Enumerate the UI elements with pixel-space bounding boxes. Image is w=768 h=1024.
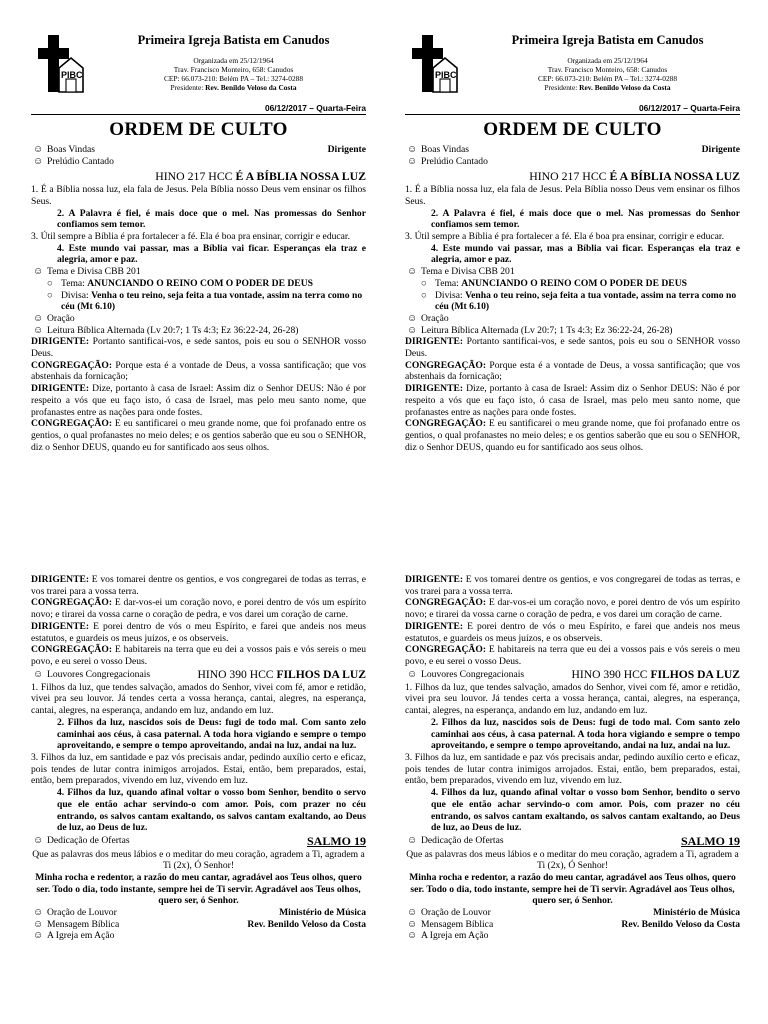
smiley-icon: ☺: [33, 144, 44, 156]
president-label: Presidente:: [544, 82, 580, 92]
hymn-title: [405, 169, 740, 183]
liturgy-text: E porei dentro de vós o meu Espírito, e farei que andeis nos meus estatutos, e guardeis os meus juízos, e os observeis.: [31, 620, 366, 644]
church-logo: [36, 32, 84, 94]
smiley-icon: ☺: [33, 918, 44, 930]
hymn-title: [31, 169, 366, 183]
speaker-label: CONGREGAÇÃO:: [31, 359, 113, 371]
back-section: [405, 574, 740, 942]
order-item-welcome: [31, 144, 366, 156]
psalm-text: Minha rocha e redentor, a razão do meu cantar, agradável aos Teus olhos, quero ser. Todo o dia, todo instante, sempre hei de Ti servir. Agradável aos Teus olhos, quero ser, ó Senhor.: [409, 871, 736, 907]
item-label: Leitura Bíblica Alternada (Lv 20:7; 1 Ts 4:3; Ez 36:22-24, 26-28): [47, 324, 299, 336]
order-item-prelude: [405, 156, 740, 168]
tema-label: Tema:: [435, 277, 462, 289]
hymn-verse: 3. Filhos da luz, em santidade e paz vós precisais andar, pedindo auxílio certo e eficaz, pois tendes de lutar contra inimigos arrojados. Estai, então, bem preparados, estai, então, bem preparados, vivendo em luz, vivendo em luz.: [31, 751, 366, 787]
order-item-praise-prayer: [405, 907, 740, 919]
liturgy-text: E dar-vos-ei um coração novo, e porei dentro de vós um espírito novo; e tirarei da vossa carne o coração de pedra, e vos darei um coração de carne.: [31, 597, 366, 621]
item-responsible: Ministério de Música: [279, 907, 366, 919]
divisa-label: Divisa:: [61, 289, 92, 301]
item-label: Dedicação de Ofertas: [47, 835, 130, 847]
item-label: Prelúdio Cantado: [47, 156, 114, 168]
smiley-icon: ☺: [33, 906, 44, 918]
smiley-icon: ☺: [407, 906, 418, 918]
order-item-praise: [405, 668, 740, 682]
item-label: Leitura Bíblica Alternada (Lv 20:7; 1 Ts 4:3; Ez 36:22-24, 26-28): [421, 324, 673, 336]
psalm-title: SALMO 19: [306, 833, 366, 848]
circle-bullet-icon: ○: [47, 277, 53, 289]
order-item-welcome: [405, 144, 740, 156]
speaker-label: CONGREGAÇÃO:: [405, 359, 487, 371]
hymn-number: HINO 390 HCC: [197, 667, 277, 681]
smiley-icon: ☺: [33, 155, 44, 167]
smiley-icon: ☺: [407, 668, 418, 680]
smiley-icon: ☺: [33, 324, 44, 336]
hymn-verse: 1. Filhos da luz, que tendes salvação, amados do Senhor, vivei com fé, amor e retidão, vivei pra seu louvor. Já tendes certa a vossa herança, cantai, alegres, na esperança, cantai, alegres, na esperança, andando em luz, andando em luz.: [405, 681, 740, 717]
hymn-verse: 4. Este mundo vai passar, mas a Bíblia vai ficar. Esperanças ela traz e alegria, amor e paz.: [57, 242, 366, 266]
speaker-label: DIRIGENTE:: [405, 574, 464, 585]
liturgy-line: [405, 574, 740, 597]
church-header: [31, 30, 366, 100]
front-section: [31, 30, 366, 453]
liturgy-line: [405, 360, 740, 383]
order-item-praise-prayer: [31, 907, 366, 919]
smiley-icon: ☺: [33, 835, 44, 847]
svg-text:PIBC: PIBC: [435, 70, 457, 80]
liturgy-line: [405, 336, 740, 359]
theme-tema: [405, 278, 740, 290]
liturgy-line: [405, 644, 740, 667]
liturgy-text: E habitareis na terra que eu dei a vossos pais e vós sereis o meu povo, e eu serei o vosso Deus.: [405, 644, 740, 667]
item-label: Louvores Congregacionais: [47, 668, 151, 680]
item-label: Tema e Divisa CBB 201: [421, 266, 515, 278]
item-responsible: Rev. Benildo Veloso da Costa: [247, 918, 366, 930]
order-item-church-action: [31, 930, 366, 942]
hymn-number: HINO 217 HCC: [155, 168, 236, 183]
hymn-verse: 2. A Palavra é fiel, é mais doce que o mel. Nas promessas do Senhor confiamos sem temor.: [431, 207, 740, 231]
church-name: Primeira Igreja Batista em Canudos: [137, 33, 330, 47]
speaker-label: DIRIGENTE:: [405, 336, 464, 348]
smiley-icon: ☺: [407, 144, 418, 156]
church-president: [475, 84, 740, 93]
church-address: Trav. Francisco Monteiro, 658: Canudos: [547, 64, 668, 74]
church-info: [101, 57, 366, 93]
bulletin-copy-right: [405, 0, 740, 1024]
liturgy-text: Dize, portanto à casa de Israel: Assim diz o Senhor DEUS: Não é por respeito a vós que eu faço isto, ó casa de Israel, mas pelo meu santo nome, que profanastes entre as nações para onde fostes.: [405, 383, 740, 418]
order-item-prayer: [31, 313, 366, 325]
smiley-icon: ☺: [407, 930, 418, 942]
order-item-sermon: [405, 919, 740, 931]
liturgy-line: [405, 383, 740, 418]
item-label: A Igreja em Ação: [47, 930, 115, 942]
hymn-verse: 3. Útil sempre a Bíblia é pra fortalecer a fé. Ela é boa pra ensinar, corrigir e educar.: [405, 231, 724, 243]
smiley-icon: ☺: [33, 312, 44, 324]
hymn-number: HINO 217 HCC: [529, 168, 610, 183]
liturgy-line: [31, 336, 366, 359]
hymn-name: FILHOS DA LUZ: [650, 667, 740, 681]
hymn-verse: 4. Filhos da luz, quando afinal voltar o vosso bom Senhor, bendito o servo que ele então achar servindo-o com amor. Pois, com prazer no céu entrando, os salvos cantam exaltando, os salvos cantam exaltando, ao Deus de luz, ao Deus de luz.: [57, 787, 366, 834]
item-label: Boas Vindas: [421, 144, 470, 156]
smiley-icon: ☺: [407, 835, 418, 847]
smiley-icon: ☺: [407, 324, 418, 336]
item-label: A Igreja em Ação: [421, 930, 489, 942]
liturgy-line: [31, 383, 366, 418]
organized-date: Organizada em 25/12/1964: [193, 56, 274, 65]
hymn-number: HINO 390 HCC: [571, 667, 651, 681]
divisa-text: Venha o teu reino, seja feita a tua vontade, assim na terra como no céu (Mt 6.10): [435, 289, 737, 313]
page-title: ORDEM DE CULTO: [483, 119, 662, 141]
liturgy-text: Portanto santificai-vos, e sede santos, pois eu sou o SENHOR vosso Deus.: [31, 336, 366, 360]
speaker-label: DIRIGENTE:: [31, 574, 90, 585]
president-name: Rev. Benildo Veloso da Costa: [579, 82, 671, 92]
smiley-icon: ☺: [33, 930, 44, 942]
liturgy-text: E vos tomarei dentre os gentios, e vos congregarei de todas as terras, e vos trarei para a vossa terra.: [31, 574, 366, 597]
order-item-prayer: [405, 313, 740, 325]
liturgy-text: E porei dentro de vós o meu Espírito, e farei que andeis nos meus estatutos, e guardeis os meus juízos, e os observeis.: [405, 620, 740, 644]
hymn-verse: 4. Filhos da luz, quando afinal voltar o vosso bom Senhor, bendito o servo que ele então achar servindo-o com amor. Pois, com prazer no céu entrando, os salvos cantam exaltando, os salvos cantam exaltando, ao Deus de luz, ao Deus de luz.: [431, 787, 740, 834]
smiley-icon: ☺: [33, 265, 44, 277]
item-label: Oração de Louvor: [47, 907, 117, 919]
order-item-offering: [31, 834, 366, 849]
hymn-name: FILHOS DA LUZ: [276, 667, 366, 681]
psalm-text: Minha rocha e redentor, a razão do meu cantar, agradável aos Teus olhos, quero ser. Todo o dia, todo instante, sempre hei de Ti servir. Agradável aos Teus olhos, quero ser, ó Senhor.: [35, 871, 362, 907]
svg-text:PIBC: PIBC: [61, 70, 83, 80]
page-title: ORDEM DE CULTO: [109, 119, 288, 141]
liturgy-text: Porque esta é a vontade de Deus, a vossa santificação; que vos abstenhais da fornicação;: [405, 359, 740, 383]
liturgy-text: E dar-vos-ei um coração novo, e porei dentro de vós um espírito novo; e tirarei da vossa carne o coração de pedra, e vos darei um coração de carne.: [405, 597, 740, 621]
hymn-title: [572, 668, 740, 682]
speaker-label: CONGREGAÇÃO:: [31, 418, 113, 430]
liturgy-text: E eu santificarei o meu grande nome, que foi profanado entre os gentios, o qual profanastes no meio deles; e os gentios saberão que eu sou o SENHOR, diz o Senhor DEUS, quando eu for santificado aos seus olhos.: [405, 418, 740, 453]
church-president: [101, 84, 366, 93]
speaker-label: DIRIGENTE:: [31, 620, 90, 632]
order-item-church-action: [405, 930, 740, 942]
liturgy-text: E eu santificarei o meu grande nome, que foi profanado entre os gentios, o qual profanastes no meio deles; e os gentios saberão que eu sou o SENHOR, diz o Senhor DEUS, quando eu for santificado aos seus olhos.: [31, 418, 366, 453]
church-header: [405, 30, 740, 100]
order-item-praise: [31, 668, 366, 682]
order-item-theme: [405, 266, 740, 278]
item-label: Louvores Congregacionais: [421, 668, 525, 680]
speaker-label: CONGREGAÇÃO:: [31, 597, 113, 609]
divisa-label: Divisa:: [435, 289, 466, 301]
church-contact: CEP: 66.073-210: Belém PA – Tel.: 3274-0288: [163, 73, 304, 83]
liturgy-text: Dize, portanto à casa de Israel: Assim diz o Senhor DEUS: Não é por respeito a vós que eu faço isto, ó casa de Israel, mas pelo meu santo nome, que profanastes entre as nações para onde fostes.: [31, 383, 366, 418]
psalm-text: Que as palavras dos meus lábios e o meditar do meu coração, agradem a Ti, agradem a Ti (2x), Ó Senhor!: [406, 848, 739, 872]
liturgy-text: Porque esta é a vontade de Deus, a vossa santificação; que vos abstenhais da fornicação;: [31, 359, 366, 383]
psalm-title: SALMO 19: [680, 833, 740, 848]
speaker-label: DIRIGENTE:: [405, 620, 464, 632]
hymn-verse: 2. Filhos da luz, nascidos sois de Deus: fugi de todo mal. Com santo zelo caminhai aos céus, à casa paternal. A toda hora vigiando e sempre o tempo aproveitando, e sempre o tempo aproveitando, andai na luz, andai na luz.: [57, 716, 366, 752]
item-label: Boas Vindas: [47, 144, 96, 156]
liturgy-text: E vos tomarei dentre os gentios, e vos congregarei de todas as terras, e vos trarei para a vossa terra.: [405, 574, 740, 597]
order-item-offering: [405, 834, 740, 849]
order-item-prelude: [31, 156, 366, 168]
order-item-sermon: [31, 919, 366, 931]
hymn-verse: 1. É a Bíblia nossa luz, ela fala de Jesus. Pela Bíblia nosso Deus vem ensinar os filhos Seus.: [405, 184, 740, 207]
item-label: Dedicação de Ofertas: [421, 835, 504, 847]
speaker-label: DIRIGENTE:: [405, 383, 464, 395]
order-item-reading: [31, 325, 366, 337]
item-label: Oração: [47, 312, 75, 324]
item-label: Tema e Divisa CBB 201: [47, 266, 141, 278]
circle-bullet-icon: ○: [421, 289, 427, 301]
hymn-verse: 1. É a Bíblia nossa luz, ela fala de Jesus. Pela Bíblia nosso Deus vem ensinar os filhos Seus.: [31, 184, 366, 207]
item-responsible: Rev. Benildo Veloso da Costa: [621, 918, 740, 930]
hymn-verse: 3. Filhos da luz, em santidade e paz vós precisais andar, pedindo auxílio certo e eficaz, pois tendes de lutar contra inimigos arrojados. Estai, então, bem preparados, estai, então, bem preparados, vivendo em luz, vivendo em luz.: [405, 751, 740, 787]
liturgy-line: [31, 644, 366, 667]
item-label: Mensagem Bíblica: [47, 918, 120, 930]
president-label: Presidente:: [170, 82, 206, 92]
speaker-label: DIRIGENTE:: [31, 383, 90, 395]
divisa-text: Venha o teu reino, seja feita a tua vontade, assim na terra como no céu (Mt 6.10): [61, 289, 363, 313]
smiley-icon: ☺: [407, 312, 418, 324]
hymn-name: É A BÍBLIA NOSSA LUZ: [235, 168, 366, 183]
hymn-name: É A BÍBLIA NOSSA LUZ: [609, 168, 740, 183]
hymn-verse: 3. Útil sempre a Bíblia é pra fortalecer a fé. Ela é boa pra ensinar, corrigir e educar.: [31, 231, 350, 243]
tema-label: Tema:: [61, 277, 88, 289]
liturgy-line: [31, 597, 366, 620]
psalm-text: Que as palavras dos meus lábios e o meditar do meu coração, agradem a Ti, agradem a Ti (2x), Ó Senhor!: [32, 848, 365, 872]
church-logo: [410, 32, 458, 94]
hymn-verse: 2. Filhos da luz, nascidos sois de Deus: fugi de todo mal. Com santo zelo caminhai aos céus, à casa paternal. A toda hora vigiando e sempre o tempo aproveitando, e sempre o tempo aproveitando, andai na luz, andai na luz.: [431, 716, 740, 752]
item-responsible: Ministério de Música: [653, 907, 740, 919]
liturgy-line: [31, 574, 366, 597]
liturgy-line: [31, 360, 366, 383]
hymn-verse: 2. A Palavra é fiel, é mais doce que o mel. Nas promessas do Senhor confiamos sem temor.: [57, 207, 366, 231]
smiley-icon: ☺: [407, 918, 418, 930]
item-label: Mensagem Bíblica: [421, 918, 494, 930]
speaker-label: DIRIGENTE:: [31, 336, 90, 348]
hymn-title: [198, 668, 366, 682]
order-item-theme: [31, 266, 366, 278]
smiley-icon: ☺: [407, 155, 418, 167]
organized-date: Organizada em 25/12/1964: [567, 56, 648, 65]
president-name: Rev. Benildo Veloso da Costa: [205, 82, 297, 92]
church-address: Trav. Francisco Monteiro, 658: Canudos: [173, 64, 294, 74]
front-section: [405, 30, 740, 453]
liturgy-line: [405, 418, 740, 453]
tema-text: ANUNCIANDO O REINO COM O PODER DE DEUS: [87, 277, 313, 289]
speaker-label: CONGREGAÇÃO:: [405, 644, 487, 656]
speaker-label: CONGREGAÇÃO:: [31, 644, 113, 656]
service-date: 06/12/2017 – Quarta-Feira: [31, 103, 366, 115]
liturgy-line: [405, 597, 740, 620]
liturgy-text: Portanto santificai-vos, e sede santos, pois eu sou o SENHOR vosso Deus.: [405, 336, 740, 360]
back-section: [31, 574, 366, 942]
tema-text: ANUNCIANDO O REINO COM O PODER DE DEUS: [461, 277, 687, 289]
church-contact: CEP: 66.073-210: Belém PA – Tel.: 3274-0288: [537, 73, 678, 83]
circle-bullet-icon: ○: [421, 277, 427, 289]
bulletin-copy-left: [31, 0, 366, 1024]
item-label: Oração: [421, 312, 449, 324]
speaker-label: CONGREGAÇÃO:: [405, 418, 487, 430]
smiley-icon: ☺: [33, 668, 44, 680]
liturgy-line: [31, 418, 366, 453]
smiley-icon: ☺: [407, 265, 418, 277]
church-info: [475, 57, 740, 93]
item-responsible: Dirigente: [701, 144, 740, 156]
item-label: Oração de Louvor: [421, 907, 491, 919]
item-label: Prelúdio Cantado: [421, 156, 488, 168]
theme-divisa: [405, 290, 740, 313]
theme-divisa: [31, 290, 366, 313]
liturgy-line: [31, 621, 366, 644]
hymn-verse: 1. Filhos da luz, que tendes salvação, amados do Senhor, vivei com fé, amor e retidão, vivei pra seu louvor. Já tendes certa a vossa herança, cantai, alegres, na esperança, cantai, alegres, na esperança, andando em luz, andando em luz.: [31, 681, 366, 717]
liturgy-line: [405, 621, 740, 644]
hymn-verse: 4. Este mundo vai passar, mas a Bíblia vai ficar. Esperanças ela traz e alegria, amor e paz.: [431, 242, 740, 266]
item-responsible: Dirigente: [327, 144, 366, 156]
order-item-reading: [405, 325, 740, 337]
theme-tema: [31, 278, 366, 290]
speaker-label: CONGREGAÇÃO:: [405, 597, 487, 609]
liturgy-text: E habitareis na terra que eu dei a vossos pais e vós sereis o meu povo, e eu serei o vosso Deus.: [31, 644, 366, 667]
service-date: 06/12/2017 – Quarta-Feira: [405, 103, 740, 115]
church-name: Primeira Igreja Batista em Canudos: [511, 33, 704, 47]
circle-bullet-icon: ○: [47, 289, 53, 301]
